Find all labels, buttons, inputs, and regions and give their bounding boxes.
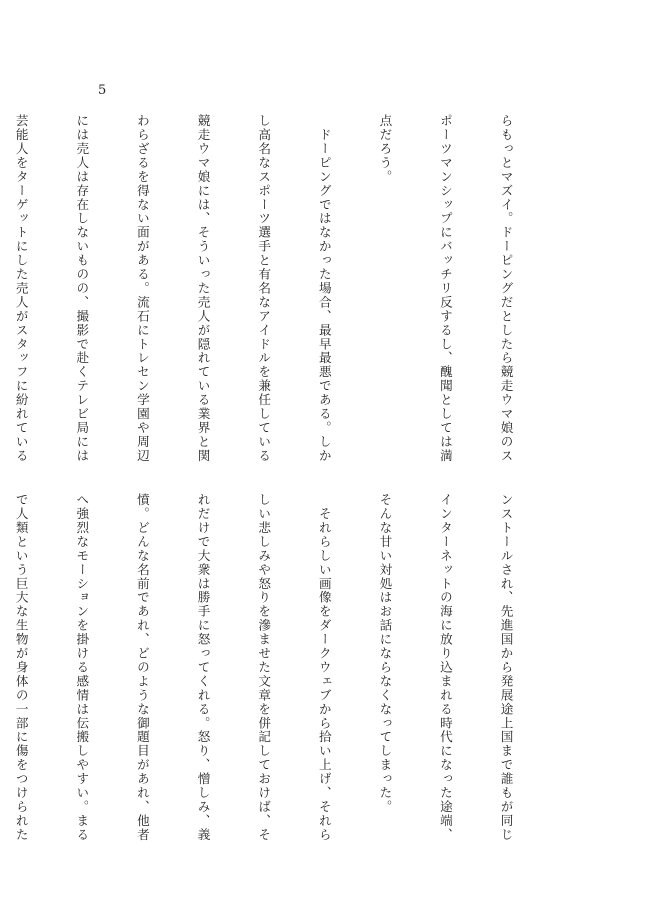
text-line: そんな甘い対処はお話にならなくなってしまった。 [377, 493, 393, 814]
text-line: 憤。どんな名前であれ、どのような御題目があれ、他者 [134, 493, 150, 842]
text-line: インターネットの海に放り込まれる時代になった途端、 [437, 493, 453, 842]
text-line: ンストールされ、先進国から発展途上国まで誰もが同じ [498, 493, 514, 842]
text-line: ポーツマンシップにバッチリ反するし、醜聞としては満 [437, 114, 453, 463]
text-line: れだけで大衆は勝手に怒ってくれる。怒り、憎しみ、義 [195, 493, 211, 842]
text-line: 芸能人をターゲットにした売人がスタッフに紛れている [13, 114, 29, 463]
text-line: しい悲しみや怒りを滲ませた文章を併記しておけば、そ [256, 493, 272, 842]
lower-text-block [13, 493, 556, 842]
text-line: で人類という巨大な生物が身体の一部に傷をつけられた [13, 493, 29, 842]
text-line: へ強烈なモーションを掛ける感情は伝搬しやすい。まる [74, 493, 90, 842]
text-line: し高名なスポーツ選手と有名なアイドルを兼任している [256, 114, 272, 463]
text-line: 点だろう。 [377, 114, 393, 184]
page-number: 5 [98, 83, 107, 98]
text-line: らもっとマズイ。ドーピングだとしたら競走ウマ娘のス [498, 114, 514, 463]
text-line: わらざるを得ない面がある。流石にトレセン学園や周辺 [134, 114, 150, 463]
text-line: ドーピングではなかった場合、最早最悪である。しか [316, 114, 332, 463]
upper-text-block [13, 114, 556, 463]
text-line: 競走ウマ娘には、そういった売人が隠れている業界と関 [195, 114, 211, 463]
text-line: には売人は存在しないものの、撮影で赴くテレビ局には [74, 114, 90, 463]
text-line: それらしい画像をダークウェブから拾い上げ、それら [316, 493, 332, 842]
